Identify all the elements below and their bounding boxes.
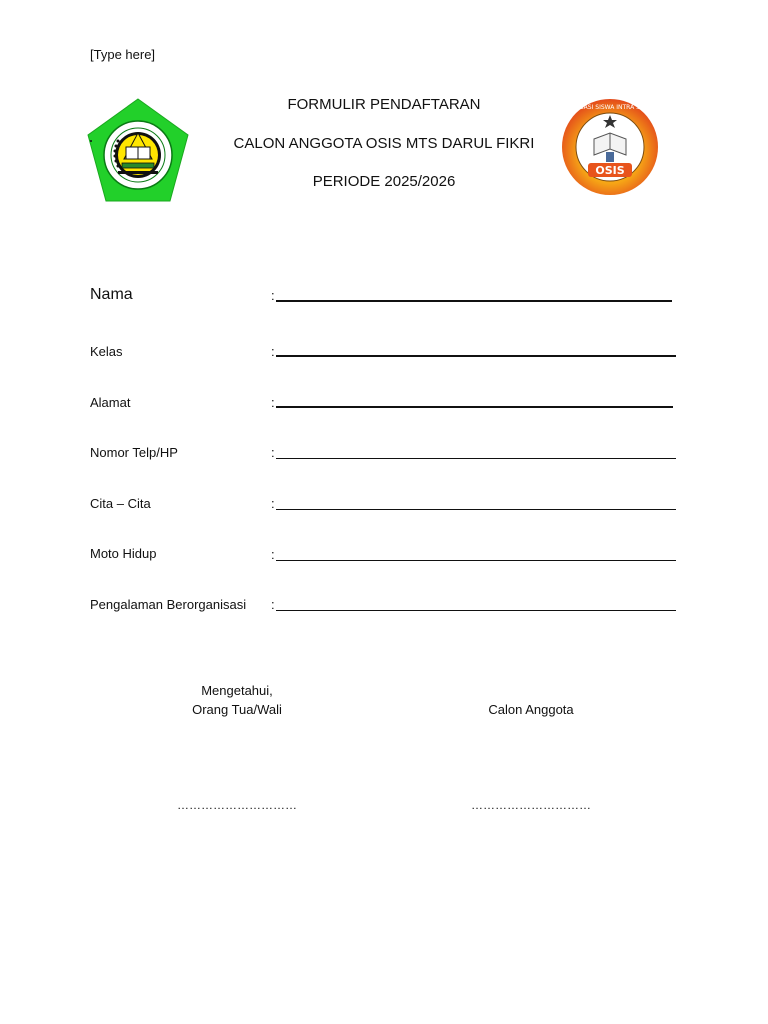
signature-candidate-label: Calon Anggota [488,702,574,717]
alamat-input-line[interactable] [276,406,673,408]
field-colon: : [271,395,275,410]
header-placeholder-text: [Type here] [90,47,156,62]
field-label-cita-cita: Cita – Cita [90,496,151,511]
signature-parent-label: Orang Tua/Wali [192,702,282,717]
candidate-signature-line[interactable]: ………………………… [471,798,591,812]
field-colon: : [271,344,275,359]
cita-cita-input-line[interactable] [276,509,676,510]
osis-logo-icon [560,97,660,197]
svg-text:ORGANISASI SISWA INTRA SEKOLAH: ORGANISASI SISWA INTRA SEKOLAH [560,104,660,111]
form-period: PERIODE 2025/2026 [312,173,456,190]
signature-mengetahui-label: Mengetahui, [201,683,273,698]
field-label-nomor-telp: Nomor Telp/HP [90,445,178,460]
nomor-telp-input-line[interactable] [276,458,676,459]
field-colon: : [271,496,275,511]
moto-hidup-input-line[interactable] [276,560,676,561]
field-label-nama: Nama [90,286,133,303]
field-label-moto-hidup: Moto Hidup [90,546,157,561]
field-colon: : [271,288,275,303]
field-label-pengalaman: Pengalaman Berorganisasi [90,597,247,612]
field-colon: : [271,597,275,612]
nama-input-line[interactable] [276,300,672,302]
parent-signature-line[interactable]: ………………………… [177,798,297,812]
pengalaman-input-line[interactable] [276,610,676,611]
form-title: FORMULIR PENDAFTARAN [287,96,481,113]
madrasah-logo-icon [86,97,190,203]
field-label-alamat: Alamat [90,395,131,410]
field-colon: : [271,445,275,460]
field-label-kelas: Kelas [90,344,123,359]
kelas-input-line[interactable] [276,355,676,357]
svg-text:OSIS: OSIS [595,164,625,177]
field-colon: : [271,547,275,562]
form-subtitle: CALON ANGGOTA OSIS MTS DARUL FIKRI [233,135,535,152]
